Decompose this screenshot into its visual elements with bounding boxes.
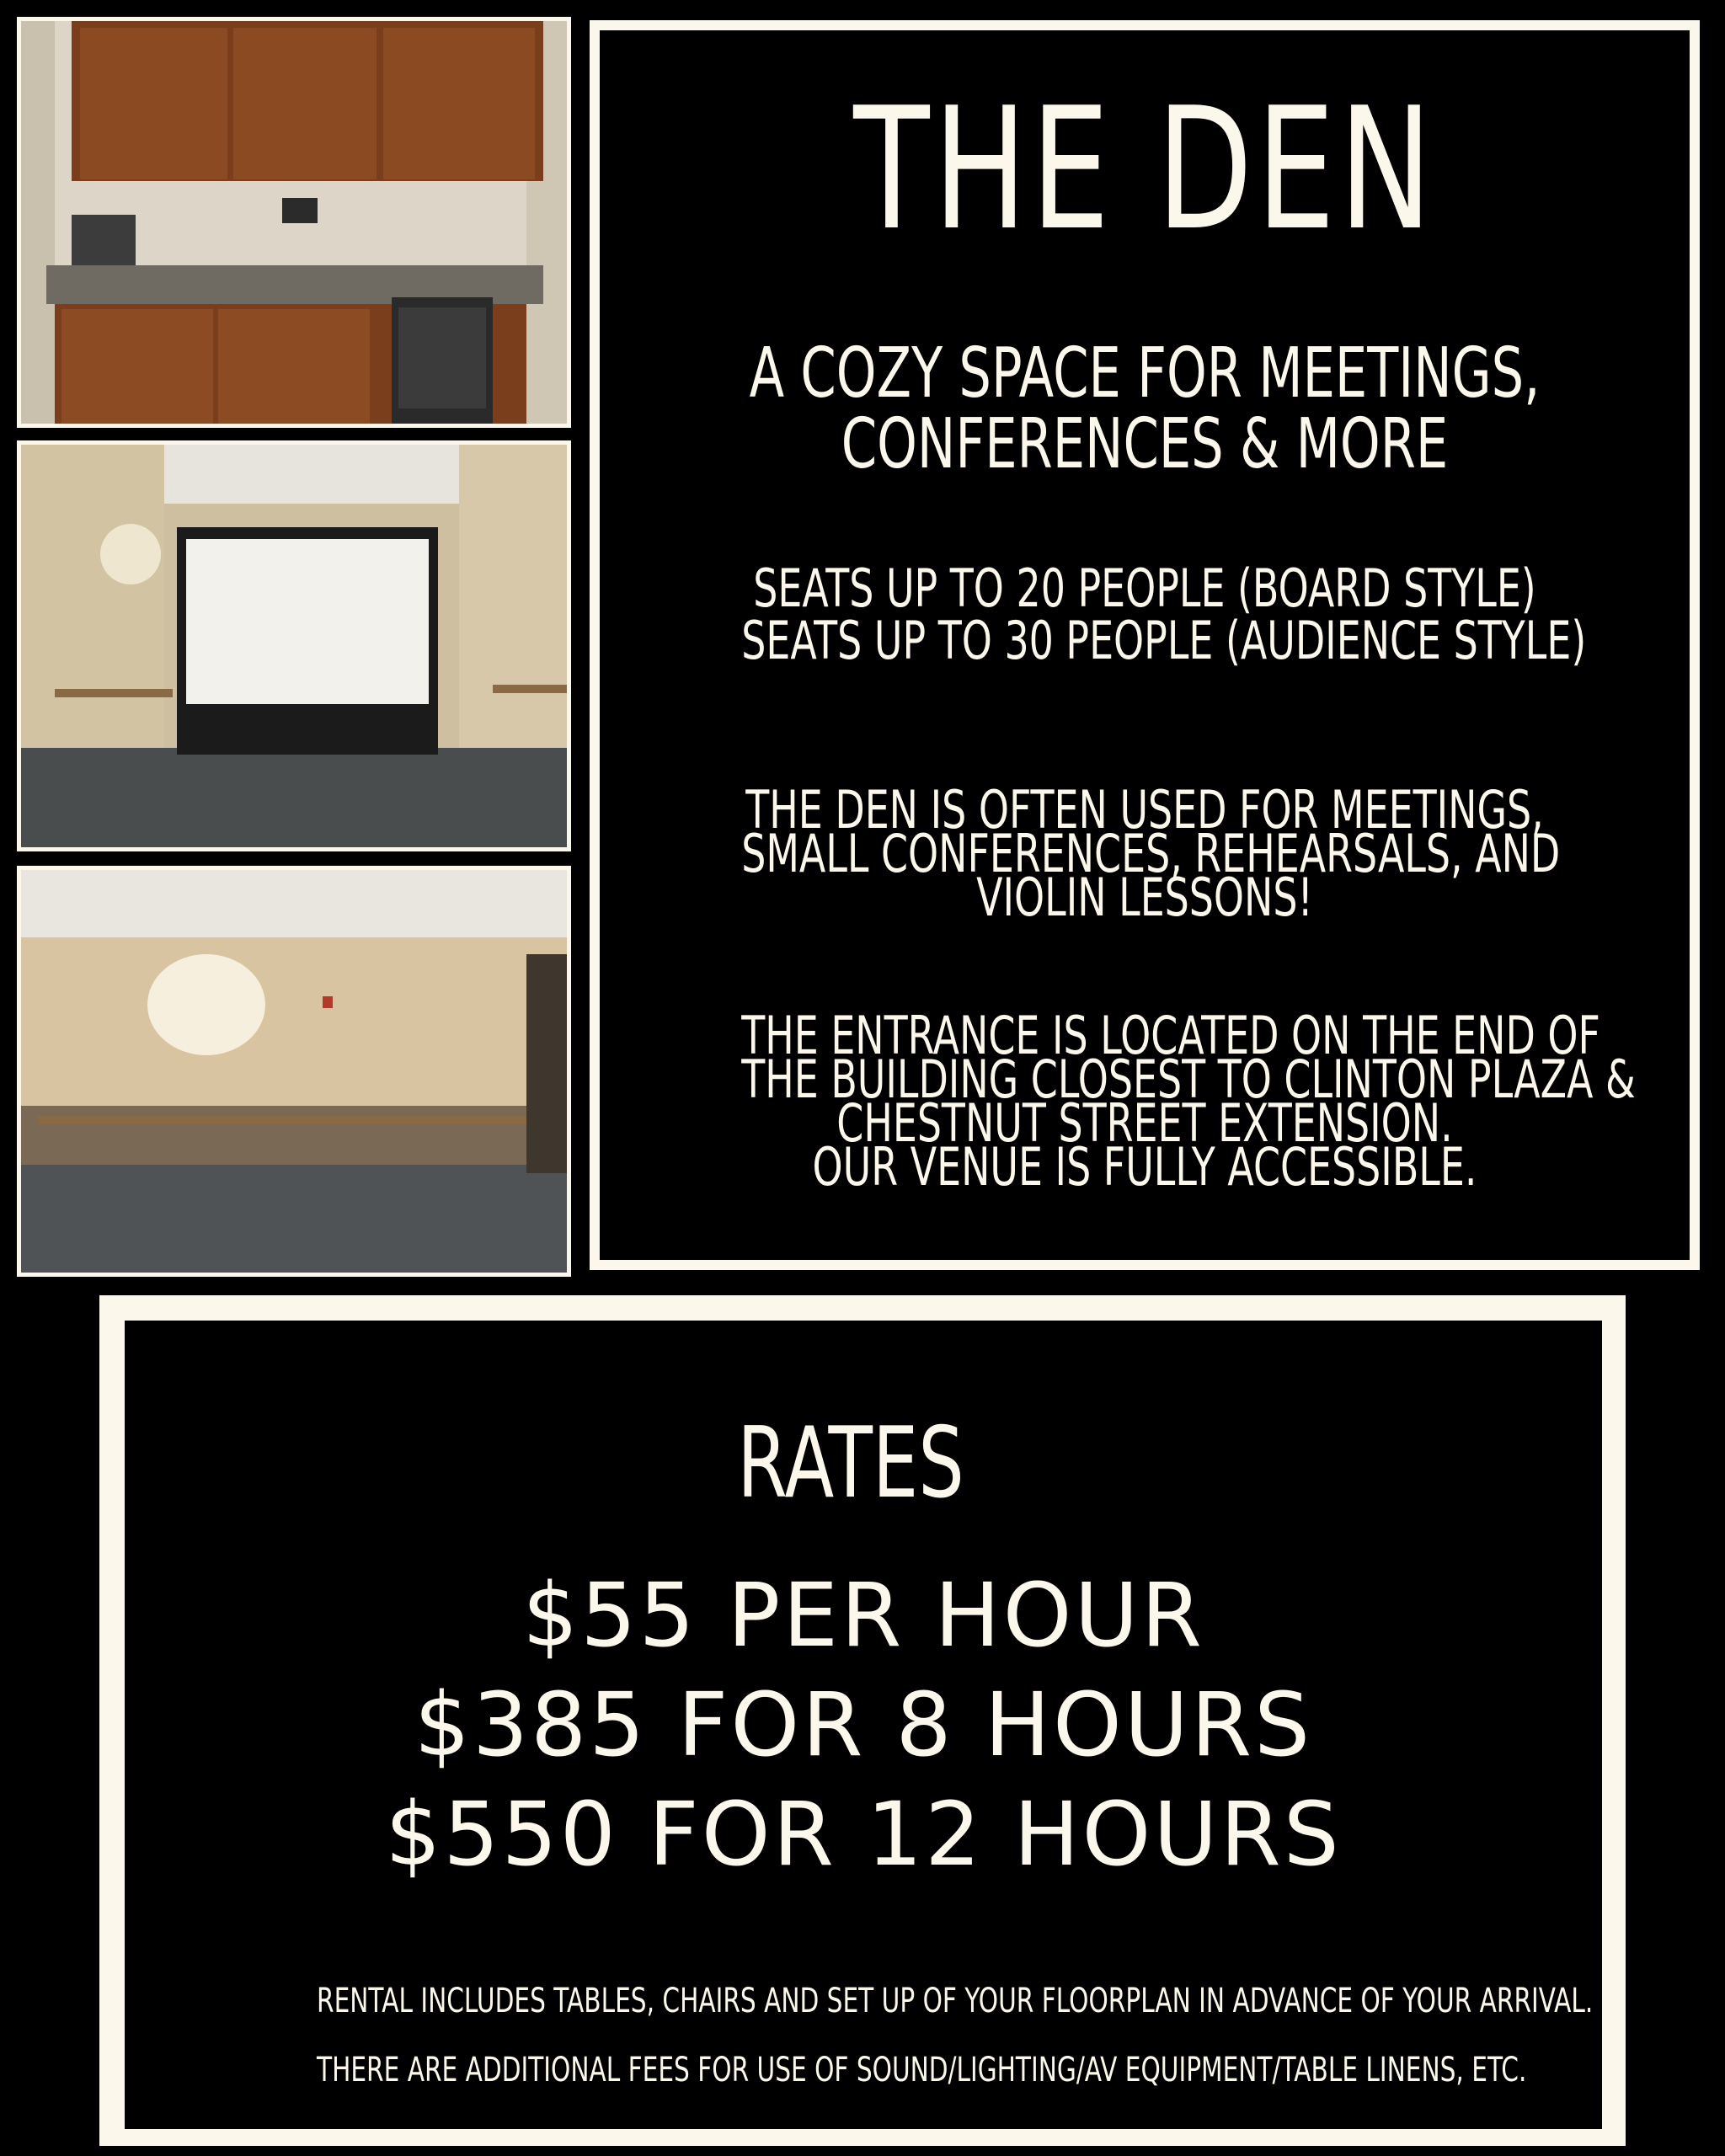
- rate-item: $55 PER HOUR: [522, 1564, 1204, 1667]
- entrance-line: THE ENTRANCE IS LOCATED ON THE END OF: [741, 1005, 1600, 1066]
- entrance-line: THE BUILDING CLOSEST TO CLINTON PLAZA &: [741, 1049, 1636, 1110]
- subtitle: [600, 334, 1690, 484]
- screen-room-image: [21, 445, 567, 847]
- usage-line: VIOLIN LESSONS!: [976, 867, 1313, 928]
- kitchenette-image: [21, 21, 567, 424]
- entrance-line: OUR VENUE IS FULLY ACCESSIBLE.: [812, 1136, 1477, 1198]
- entrance-info: [600, 1005, 1690, 1198]
- usage-info: [600, 779, 1690, 928]
- rates-content: [125, 1321, 1602, 2129]
- info-panel: [590, 20, 1700, 1270]
- page-title: THE DEN: [853, 72, 1436, 268]
- rates-panel: [99, 1295, 1626, 2146]
- usage-line: SMALL CONFERENCES, REHEARSALS, AND: [741, 823, 1561, 884]
- usage-line: THE DEN IS OFTEN USED FOR MEETINGS,: [745, 779, 1544, 841]
- photo-screen-room: [17, 440, 571, 851]
- entrance-line: CHESTNUT STREET EXTENSION.: [836, 1092, 1453, 1154]
- fees-note: THERE ARE ADDITIONAL FEES FOR USE OF SOUND/LIGHTING/AV EQUIPMENT/TABLE LINENS, ETC.: [317, 2051, 1527, 2089]
- seats-line: SEATS UP TO 20 PEOPLE (BOARD STYLE): [753, 558, 1536, 619]
- photo-kitchenette: [17, 17, 571, 428]
- rate-item: $385 FOR 8 HOURS: [414, 1673, 1313, 1776]
- empty-room-image: [21, 870, 567, 1273]
- subtitle-line: CONFERENCES & MORE: [841, 404, 1449, 484]
- rental-note: RENTAL INCLUDES TABLES, CHAIRS AND SET UP OF YOUR FLOORPLAN IN ADVANCE OF YOUR ARRIVAL.: [317, 1982, 1594, 2020]
- photo-empty-room: [17, 866, 571, 1277]
- rate-item: $550 FOR 12 HOURS: [385, 1783, 1342, 1886]
- subtitle-line: A COZY SPACE FOR MEETINGS,: [749, 334, 1541, 414]
- seating-info: [600, 558, 1690, 671]
- rates-title: RATES: [737, 1406, 964, 1520]
- seats-line: SEATS UP TO 30 PEOPLE (AUDIENCE STYLE): [741, 610, 1587, 671]
